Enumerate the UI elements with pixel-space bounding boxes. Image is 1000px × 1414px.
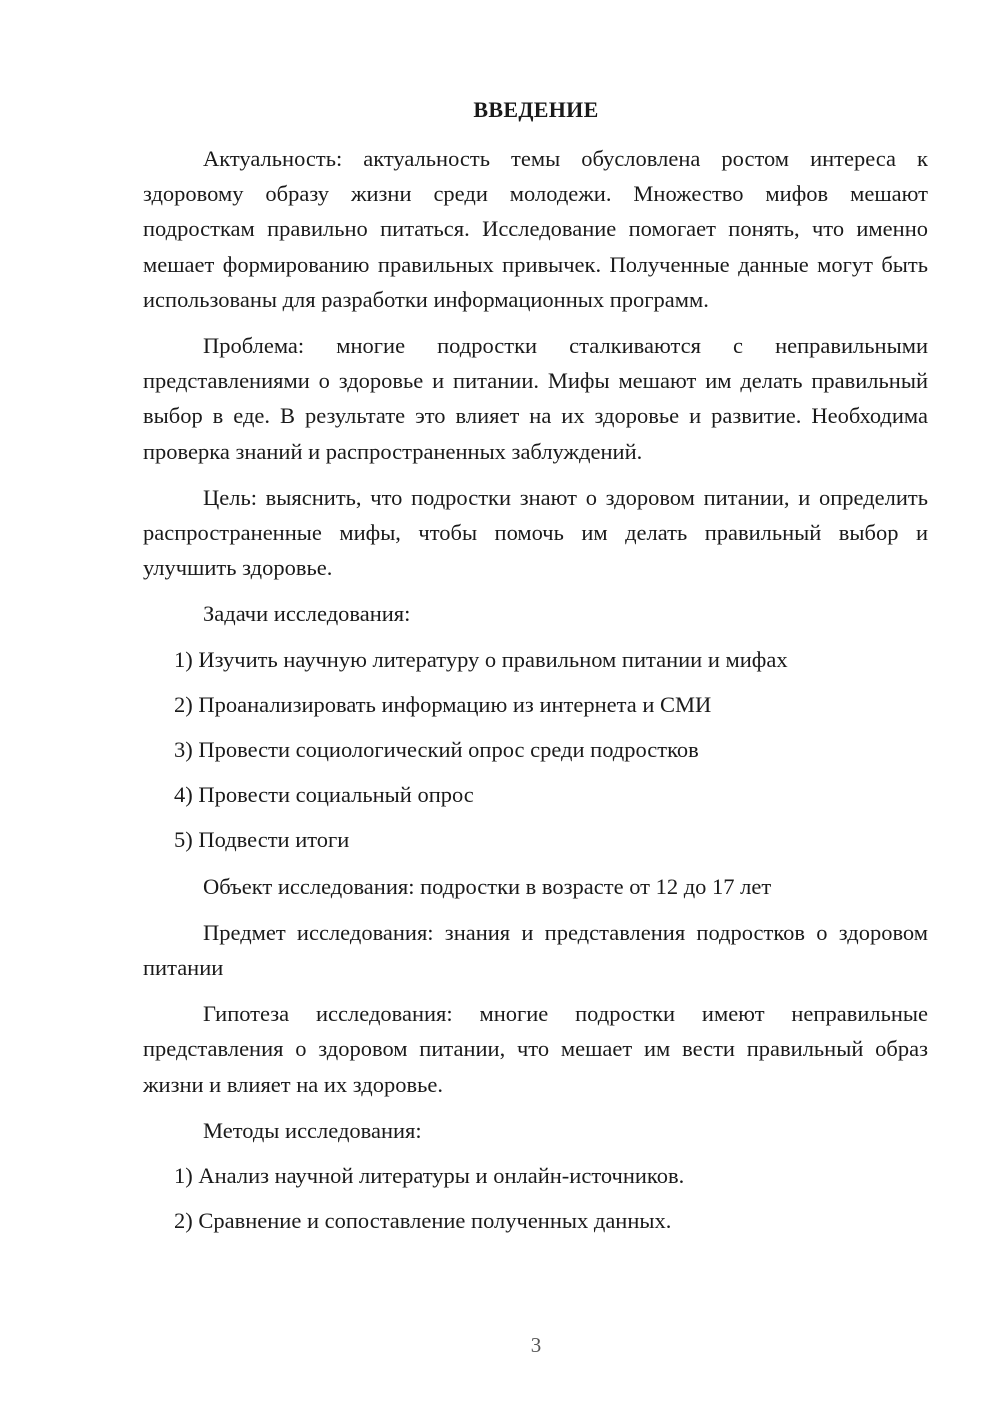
paragraph-goal: Цель: выяснить, что подростки знают о здоровом питании, и определить распространенные мифы, чтобы помочь им делать правильный выбор и улучшить здоровье.: [143, 484, 928, 581]
document-body: [143, 141, 928, 1238]
paragraph-relevance: Актуальность: актуальность темы обусловлена ростом интереса к здоровому образу жизни среди молодежи. Множество мифов мешают подросткам правильно питаться. Исследование помогает понять, что именно мешает формированию правильных привычек. Полученные данные могут быть использованы для разработки информационных программ.: [143, 146, 928, 312]
task-item-5: 5) Подвести итоги: [174, 827, 350, 853]
method-item-1: 1) Анализ научной литературы и онлайн-источников.: [174, 1163, 685, 1189]
paragraph-object: Объект исследования: подростки в возрасте от 12 до 17 лет: [203, 873, 772, 899]
methods-heading: Методы исследования:: [203, 1117, 422, 1143]
task-item-2: 2) Проанализировать информацию из интернета и СМИ: [174, 691, 712, 717]
page-title: ВВЕДЕНИЕ: [473, 97, 599, 122]
task-item-3: 3) Провести социологический опрос среди подростков: [174, 737, 699, 763]
paragraph-subject: Предмет исследования: знания и представления подростков о здоровом питании: [143, 919, 928, 981]
tasks-heading: Задачи исследования:: [203, 601, 411, 627]
method-item-2: 2) Сравнение и сопоставление полученных данных.: [174, 1208, 672, 1234]
paragraph-hypothesis: Гипотеза исследования: многие подростки имеют неправильные представления о здоровом питании, что мешает им вести правильный образ жизни и влияет на их здоровье.: [143, 1001, 928, 1097]
task-item-4: 4) Провести социальный опрос: [174, 782, 474, 808]
task-item-1: 1) Изучить научную литературу о правильном питании и мифах: [174, 646, 788, 672]
paragraph-problem: Проблема: многие подростки сталкиваются с неправильными представлениями о здоровье и питании. Мифы мешают им делать правильный выбор в еде. В результате это влияет на их здоровье и развитие. Необходима проверка знаний и распространенных заблуждений.: [143, 333, 928, 464]
page-number: 3: [530, 1333, 542, 1357]
